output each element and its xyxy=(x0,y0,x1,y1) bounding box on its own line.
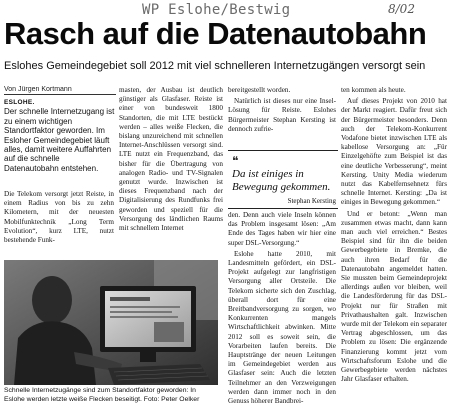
paragraph: Auf dieses Projekt von 2010 hat der Markt reagiert. Dafür freut sich der Bürgermeister besonders. Denn auch der Telekom-Konkurrent Vodafone bietet inzwischen LTE als kabellose Versorgung an: „Für Einzelgehöfte zum Beispiel ist das eine deutliche Verbesserung“, meint Kersting. Unity Media wiederum nutzt das Kabelfernsehnetz fürs schnelle Internet. Kersting: „Da ist einiges in Bewegung gekommen.“ xyxy=(341,97,447,207)
paragraph: ten kommen als heute. xyxy=(341,86,406,94)
column-3-bottom xyxy=(228,211,336,413)
byline-rule xyxy=(4,94,116,95)
byline: Von Jürgen Kortmann xyxy=(4,86,72,93)
subheadline: Eslohes Gemeindegebiet soll 2012 mit viel schnelleren Internetzugängen versorgt sein xyxy=(4,60,426,72)
quote-rule-bottom xyxy=(228,208,338,209)
quote-rule-top xyxy=(228,150,338,151)
headline: Rasch auf die Datenautobahn xyxy=(4,16,427,51)
article-photo xyxy=(4,260,218,385)
caption-text: Schnelle Internetzugänge sind zum Standortfaktor geworden: In Eslohe werden letzte weiße Flecken beseitigt. xyxy=(4,387,196,403)
paragraph: bereitgestellt worden. xyxy=(228,86,291,94)
column-3-top xyxy=(228,86,336,148)
intro-paragraph xyxy=(4,98,116,173)
archive-stamp: WP Eslohe/Bestwig xyxy=(142,2,291,18)
paragraph: Natürlich ist dieses nur eine Insel-Lösung für Reiste. Eslohes Bürgermeister Stephan Kersting ist dennoch zufrie- xyxy=(228,97,336,133)
pull-quote xyxy=(232,168,336,208)
pull-quote-text: Da ist einiges in Bewegung gekommen. xyxy=(232,168,331,193)
intro-text: Der schnelle Internetzugang ist zu einem wichtigen Standortfaktor geworden. Im Esloher Gemeindegebiet läuft alles, damit weitere Auffahrten auf die schnelle Datenautobahn entstehen. xyxy=(4,107,115,173)
handwritten-date: 8/02 xyxy=(388,2,415,16)
pull-quote-attribution: Stephan Kersting xyxy=(287,197,336,205)
paragraph: Die Telekom versorgt jetzt Reiste, in einem Radius von bis zu zehn Kilometern, mit der neuesten Mobilfunktechnik „Long Term Evolution“, kurz LTE, nutzt bestehende Funk- xyxy=(4,190,114,245)
paragraph: Und er betont: „Wenn man zusammen etwas macht, dann kann man auch viel erreichen.“ Bestes Beispiel sind für ihn die beiden Gewerbegebiete in Bremke, die auch ihren Bedarf für die Datenautobahn angemeldet hatten. Sie mussten beim Gemeindeprojekt allerdings außen vor bleiben, weil die Landesförderung für das DSL-Projekt nur für Straßen mit Privathaushalten galt. Inzwischen wurde mit der Telekom ein separater Vertrag abgeschlossen, um das Problem zu lösen: Die ergänzende Finanzierung kommt jetzt vom Wirtschaftsforum Eslohe und die Gewerbegebiete werden nächstes Jahr Glasfaser erhalten. xyxy=(341,209,447,384)
dateline: ESLOHE. xyxy=(4,99,35,106)
quote-mark-icon: ❝ xyxy=(232,154,239,168)
paragraph: Eslohe hatte 2010, mit Landesmitteln gefördert, ein DSL-Projekt aufgelegt zur langfristigen Versorgung aller Ortsteile. Die Telekom sicherte sich den Zuschlag, überall dort für eine Breitbandversorgung zu sorgen, wo Konkurrenten mangels Wirtschaftlichkeit abwinken. Mitte 2012 soll es soweit sein, die Vorarbeiten laufen bereits. Die Hauptstränge der neuen Leitungen im Gemeindegebiet werden aus Glasfaser sein: Auch die letzten Teilnehmer an den Verzweigungen werden dann immer noch in den Genuss höherer Bandbrei- xyxy=(228,249,336,406)
column-1-body xyxy=(4,190,114,258)
photo-illustration xyxy=(4,260,218,385)
column-2 xyxy=(119,86,223,258)
photo-credit: Foto: Peter Oelker xyxy=(143,395,200,403)
paragraph: den. Denn auch viele Inseln können das Problem insgesamt lösen: „Am Ende des Tages haben wir hier eine super DSL-Versorgung.“ xyxy=(228,211,336,247)
column-4 xyxy=(341,86,447,413)
paragraph: masten, der Ausbau ist deutlich günstiger als Glasfaser. Reiste ist einer von bundesweit 1800 Standorten, die mit LTE bestückt werden – alles weiße Flecken, die bislang unzureichend mit schnellen Internet-Anschlüssen versorgt sind. LTE nutzt ein Frequenzband, das bisher für die Übertragung von analogen Radio- und TV-Signalen genutzt wurde. Inzwischen ist dieses Frequenzband nach der Digitalisierung des Rundfunks frei geworden und speziell für die Versorgung des ländlichen Raums mit schnellem Internet xyxy=(119,86,223,233)
photo-caption xyxy=(4,387,218,404)
